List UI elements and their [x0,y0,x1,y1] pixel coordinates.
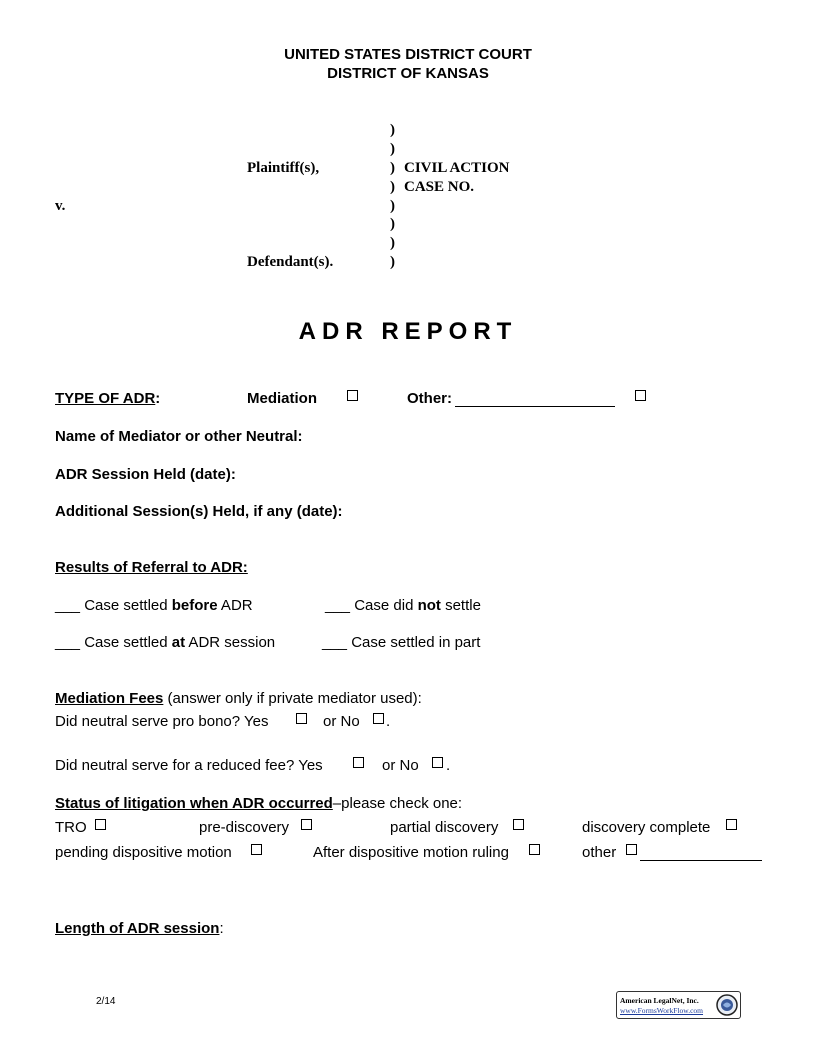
other-checkbox[interactable] [635,389,646,404]
status-partial-discovery-checkbox[interactable] [513,818,524,833]
versus-label: v. [55,198,66,214]
status-pre-discovery-label: pre-discovery [199,819,290,836]
status-after-dispositive-label: After dispositive motion ruling [313,844,509,861]
publisher-logo[interactable] [616,991,741,1019]
status-other-checkbox[interactable] [626,843,637,858]
logo-url[interactable]: www.FormsWorkFlow.com [620,1006,704,1015]
caption-paren: ) [390,216,395,232]
caption-paren: ) [390,160,395,176]
court-name: UNITED STATES DISTRICT COURT [284,46,532,63]
length-heading[interactable]: Length of ADR session: [55,920,224,937]
status-pending-dispositive-label: pending dispositive motion [55,844,232,861]
settled-at-session-option[interactable]: ___ Case settled at ADR session [55,634,276,651]
type-of-adr-label: TYPE OF ADR: [55,390,161,407]
reduced-fee-yes-checkbox[interactable] [353,756,364,771]
additional-sessions-field[interactable]: Additional Session(s) Held, if any (date): [55,503,343,520]
caption-paren: ) [390,198,395,214]
reduced-fee-no-checkbox[interactable] [432,756,443,771]
pro-bono-question: Did neutral serve pro bono? Yes [55,713,269,730]
status-heading: Status of litigation when ADR occurred–please check one: [55,795,463,812]
settled-before-option[interactable]: ___ Case settled before ADR [55,597,253,614]
globe-icon [716,994,738,1016]
reduced-fee-question: Did neutral serve for a reduced fee? Yes [55,757,323,774]
caption-paren: ) [390,179,395,195]
plaintiff-label: Plaintiff(s), [247,160,320,176]
caption-paren: ) [390,141,395,157]
status-pre-discovery-checkbox[interactable] [301,818,312,833]
status-partial-discovery-label: partial discovery [390,819,499,836]
district-name: DISTRICT OF KANSAS [327,65,489,82]
caption-paren: ) [390,254,395,270]
mediator-name-field[interactable]: Name of Mediator or other Neutral: [55,428,303,445]
settled-in-part-option[interactable]: ___ Case settled in part [322,634,481,651]
did-not-settle-option[interactable]: ___ Case did not settle [325,597,481,614]
caption-paren: ) [390,122,395,138]
fees-heading: Mediation Fees (answer only if private mediator used): [55,690,422,707]
status-after-dispositive-checkbox[interactable] [529,843,540,858]
status-tro-checkbox[interactable] [95,818,106,833]
defendant-label: Defendant(s). [247,254,334,270]
pro-bono-yes-checkbox[interactable] [296,712,307,727]
caption-paren: ) [390,235,395,251]
reduced-fee-or-no-label: or No [382,757,419,774]
status-discovery-complete-checkbox[interactable] [726,818,737,833]
case-no-label: CASE NO. [404,179,475,195]
form-code: 2/14 [96,996,116,1007]
mediation-label: Mediation [247,390,317,407]
other-label: Other: [407,390,452,407]
status-other-label: other [582,844,617,861]
status-tro-label: TRO [55,819,87,836]
page-title: ADR REPORT [298,318,518,345]
status-other-input[interactable] [640,846,762,861]
status-pending-dispositive-checkbox[interactable] [251,843,262,858]
session-held-field[interactable]: ADR Session Held (date): [55,466,236,483]
pro-bono-period: . [386,713,391,730]
pro-bono-or-no-label: or No [323,713,360,730]
pro-bono-no-checkbox[interactable] [373,712,384,727]
civil-action-label: CIVIL ACTION [404,160,510,176]
results-heading: Results of Referral to ADR: [55,559,248,576]
reduced-fee-period: . [446,757,451,774]
logo-name: American LegalNet, Inc. [620,996,699,1005]
mediation-checkbox[interactable] [347,389,358,404]
status-discovery-complete-label: discovery complete [582,819,711,836]
other-type-input[interactable] [455,392,615,407]
